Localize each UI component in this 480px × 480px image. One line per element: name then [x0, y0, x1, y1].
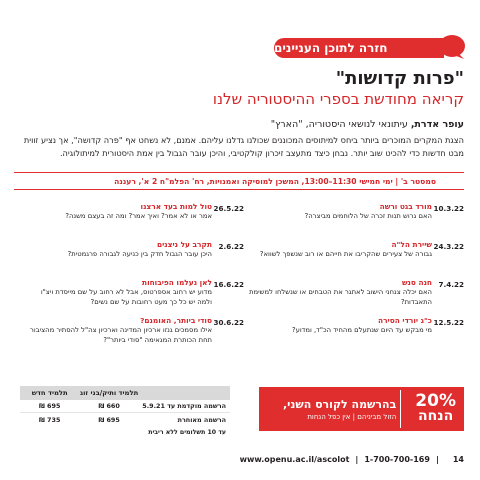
lecture-date: 30.6.22 [213, 318, 244, 327]
lecture-title: סודי ביותר, האומנם? [140, 316, 212, 325]
price-table [20, 386, 230, 436]
lecture-list-left [24, 202, 244, 354]
lecture-date: 26.5.22 [213, 204, 244, 213]
page-footer [16, 452, 464, 466]
lecture-item [24, 240, 244, 272]
discount-note: הזול מביניהם | אין כפל הנחות [307, 412, 397, 421]
lecture-date: 16.6.22 [213, 280, 244, 289]
lecturer-name: עופר אדרת, [410, 119, 464, 130]
lecturer-role: עיתונאי לנושאי היסטוריה, "הארץ" [270, 119, 408, 130]
lecture-item [244, 202, 464, 234]
lecture-date: 10.3.22 [433, 204, 464, 213]
discount-text [267, 398, 396, 421]
price-alumni: 695 ₪ [98, 415, 120, 424]
footer-phone[interactable]: 1-700-700-169 [364, 454, 430, 464]
lecture-desc: האם יכלה צנחני הישוב לאתגר את הטבחים או שנשלחו למשימת התאבדות? [249, 288, 432, 306]
lecture-title: מורד בגט ורשה [379, 202, 432, 211]
course-intro: הצגת המקרים המוכרים ביותר ביחס למיתוסים המכוננים שכולנו גדלנו עליהם. אמנם, לא נשחט אף "פרה קדושה", אך נציע זווית מבט חדשות כדי להכיט שוב יותר. נבחן כיצד מתעצב זיכרון קולקטיבי, והיכן עובר הגבול בין אמת היסטורית למיתולוגיה. [23, 135, 464, 158]
lecturer-line [271, 119, 464, 130]
installments-note: עד 10 תשלומים ללא ריבית [148, 429, 226, 436]
lecture-item [24, 202, 244, 234]
price-student: 695 ₪ [39, 402, 61, 410]
lecture-list-right [244, 202, 464, 354]
discount-box [259, 387, 464, 431]
lecture-desc: האם גרוש תנות זכרה של הלוחמים מביצרה? [304, 212, 432, 220]
lecture-item [24, 278, 244, 310]
lecture-title: טול למות בעד ארצנו [140, 202, 212, 211]
page-title: "פרות קדושות" [335, 68, 464, 89]
price-head-alumni: תלמיד ותיק/בני זוג [80, 389, 139, 397]
lecture-desc: היכן עובר הגבול חדק בין כניעה לגבורה פרגמטית? [67, 250, 212, 258]
lecture-title: תקרב על ניצנים [156, 240, 212, 249]
lecture-title: חנה סנש [401, 278, 432, 287]
lecture-desc: גבורה של צעירים שהקריבו את חייהם או רוב שנשפך לשווא? [259, 250, 432, 258]
price-head-student: תלמיד חדש [31, 389, 68, 397]
price-row-label: הרשמה מוקדמת עד 5.9.21 [142, 402, 226, 410]
price-row-label: הרשמה מאוחרת [177, 415, 226, 424]
footer-divider: | [435, 454, 439, 464]
page-subtitle: קריאה מחודשת בספרי ההיסטוריה שלנו [212, 90, 464, 108]
lecture-desc: אמר או לא אמר? ואיך אמר? ומה זה בעצם משנה? [65, 212, 212, 220]
footer-url-link[interactable]: www.openu.ac.il/ascolot [239, 454, 350, 464]
semester-info: סמסטר ב' | ימי חמישי 11:30–13:00, המשכן למוסיקה ואמנויות, רח' הפלמ"ח 2 א', רעננה [14, 172, 464, 190]
lecture-date: 12.5.22 [433, 318, 464, 327]
footer-divider: | [355, 454, 359, 464]
lecture-desc: אילו מסמכים גנזו ארכיון המדינה וארכיון צה"ל להסתיר מהציבור תחת הכותרת המגאימה "סודי ביותר"? [30, 326, 212, 344]
price-student: 735 ₪ [39, 415, 61, 424]
discount-percent [415, 391, 456, 424]
lecture-item [244, 240, 464, 272]
lecture-date: 7.4.22 [438, 280, 464, 289]
lecture-title: שיירת הל"ה [391, 240, 432, 249]
price-row [20, 400, 230, 413]
lecture-item [244, 278, 464, 310]
discount-divider [400, 390, 401, 428]
price-alumni: 660 ₪ [98, 402, 120, 410]
page-number: 14 [452, 454, 464, 464]
lecture-item [24, 316, 244, 348]
lecture-desc: מי מבקש עד היום שנתעלם מהחיד הכ"ד, ומדוע? [291, 326, 432, 334]
lecture-desc: מדוע יש רחוב אספרטוס, אבל לא רחוב על שם מייסדת ויצ"ו ולמה יש כל כך מעט רחובות על שם נשים? [40, 288, 212, 306]
lecture-date: 2.6.22 [218, 242, 244, 251]
discount-word: הנחה [418, 408, 454, 424]
banner-label: חזרה לתוכן העניינים [274, 41, 388, 55]
discount-value: 20% [415, 391, 456, 411]
lecture-date: 24.3.22 [433, 242, 464, 251]
lecture-item [244, 316, 464, 348]
lecture-title: כ"ג יורדי הסירה [378, 316, 432, 325]
price-row [20, 413, 230, 426]
back-to-contents-link[interactable] [274, 38, 444, 58]
price-table-header [20, 386, 230, 400]
discount-headline: בהרשמה לקורס השני, [282, 397, 397, 411]
lecture-title: לאן נעלמו הפיבוחות [142, 278, 212, 287]
